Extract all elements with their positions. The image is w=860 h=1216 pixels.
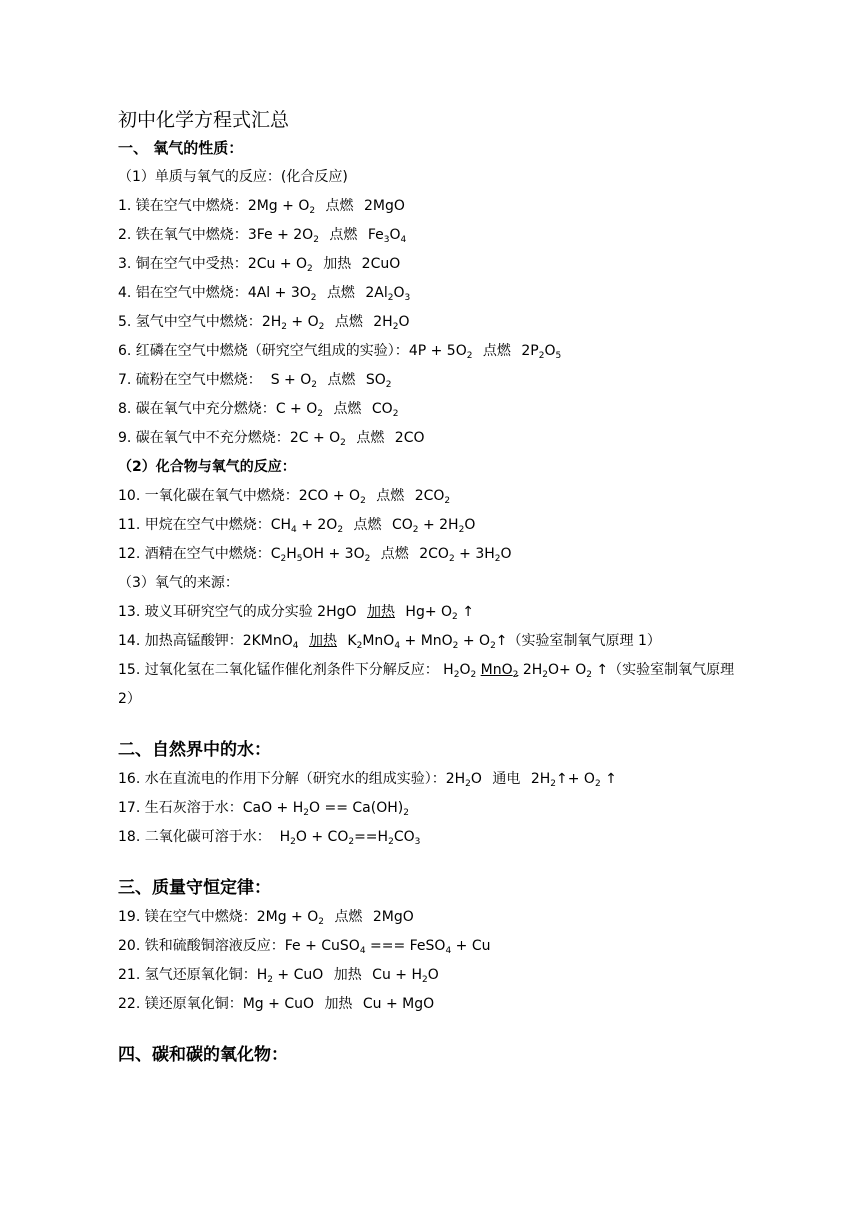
- reaction-line: 4. 铝在空气中燃烧：$4Al + 3O_2$ 点燃 $2Al_2O_3$: [118, 285, 411, 303]
- reaction-line: 5. 氢气中空气中燃烧：$2H_2 + O_2$ 点燃 $2H_2O$: [118, 314, 410, 332]
- subheading-oxygen-sources: （3）氧气的来源：: [118, 575, 239, 591]
- reaction-line: 15. 过氧化氢在二氧化锰作催化剂条件下分解反应： $H_2O_2$ MnO$_2$ $2H_2O+ O_2$ ↑（实验室制氧气原理 2）: [118, 662, 735, 707]
- reaction-line: 21. 氢气还原氧化铜：$H_2$ + CuO 加热 $Cu + H_2O$: [118, 967, 439, 985]
- reaction-line: 17. 生石灰溶于水：CaO + $H_2O == Ca(OH)_2$: [118, 800, 409, 818]
- section-heading-oxygen: 一、 氧气的性质：: [118, 139, 244, 157]
- reaction-line: 20. 铁和硫酸铜溶液反应：Fe + CuSO$_4$ === FeSO$_4$ + Cu: [118, 938, 491, 956]
- document-title: 初中化学方程式汇总: [118, 109, 290, 131]
- reaction-line: 12. 酒精在空气中燃烧：$C_2H_5OH + 3O_2$ 点燃 $2CO_2 + 3H_2O$: [118, 546, 512, 564]
- reaction-line: 2. 铁在氧气中燃烧：$3Fe + 2O_2$ 点燃 $Fe_3O_4$: [118, 227, 407, 245]
- section-heading-mass-conservation: 三、质量守恒定律：: [118, 878, 271, 898]
- reaction-line: 9. 碳在氧气中不充分燃烧：$2C + O_2$ 点燃 2CO: [118, 430, 425, 448]
- reaction-line: 13. 玻义耳研究空气的成分实验 2HgO 加热 $Hg+ O_2$ ↑: [118, 604, 474, 622]
- reaction-line: 10. 一氧化碳在氧气中燃烧：$2CO + O_2$ 点燃 $2CO_2$: [118, 488, 451, 506]
- reaction-line: 1. 镁在空气中燃烧：$2Mg + O_2$ 点燃 2MgO: [118, 198, 405, 216]
- reaction-line: 14. 加热高锰酸钾：2KMnO$_4$ 加热 $K_2MnO_4 + MnO_2$ + $O_2↑$（实验室制氧气原理 1）: [118, 633, 661, 651]
- reaction-line: 19. 镁在空气中燃烧：$2Mg + O_2$ 点燃 2MgO: [118, 909, 414, 927]
- section-heading-carbon: 四、碳和碳的氧化物：: [118, 1045, 288, 1065]
- document-page: [118, 106, 748, 1070]
- reaction-line: 3. 铜在空气中受热：$2Cu + O_2$ 加热 2CuO: [118, 256, 401, 274]
- reaction-line: 22. 镁还原氧化铜：Mg + CuO 加热 Cu + MgO: [118, 996, 435, 1012]
- subheading-element-reactions: （1）单质与氧气的反应：(化合反应): [118, 169, 348, 185]
- reaction-line: 16. 水在直流电的作用下分解（研究水的组成实验）：$2H_2O$ 通电 $2H_2↑+ O_2$ ↑: [118, 771, 617, 789]
- reaction-line: 18. 二氧化碳可溶于水： $H_2O + CO_2==H_2CO_3$: [118, 829, 421, 847]
- reaction-line: 8. 碳在氧气中充分燃烧：$C + O_2$ 点燃 $CO_2$: [118, 401, 399, 419]
- reaction-line: 7. 硫粉在空气中燃烧： $S + O_2$ 点燃 $SO_2$: [118, 372, 392, 390]
- subheading-compound-reactions: （2）化合物与氧气的反应：: [118, 459, 296, 475]
- reaction-line: 6. 红磷在空气中燃烧（研究空气组成的实验）：$4P + 5O_2$ 点燃 $2P_2O_5$: [118, 343, 562, 361]
- reaction-line: 11. 甲烷在空气中燃烧：$CH_4 + 2O_2$ 点燃 $CO_2 + 2H_2O$: [118, 517, 476, 535]
- section-heading-water: 二、自然界中的水：: [118, 740, 271, 760]
